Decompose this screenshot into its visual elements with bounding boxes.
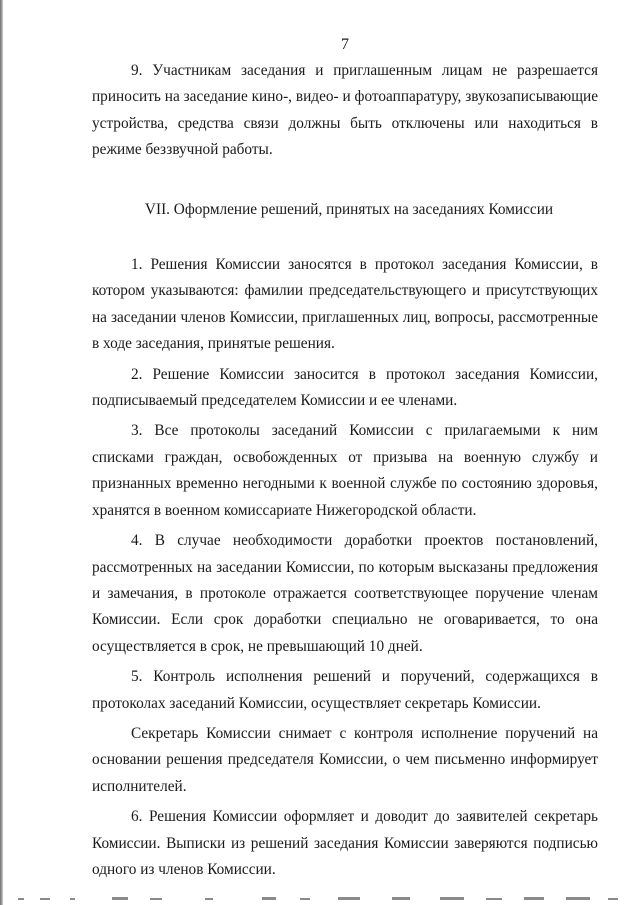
scan-edge-shadow: [0, 0, 3, 905]
paragraph-6: 6. Решения Комиссии оформляет и доводит до заявителей секретарь Комиссии. Выписки из решений заседания Комиссии заверяются подписью одного из членов Комиссии.: [92, 808, 598, 878]
document-body: [92, 58, 598, 883]
paragraph-secretary: Секретарь Комиссии снимает с контроля исполнение поручений на основании решения председателя Комиссии, о чем письменно информирует исполнителей.: [92, 724, 598, 795]
section-title: VII. Оформление решений, принятых на заседаниях Комиссии: [144, 200, 554, 218]
paragraph-3: 3. Все протоколы заседаний Комиссии с прилагаемыми к ним списками граждан, освобожденных от призыва на военную службу и признанных временно негодными к военной службе по состоянию здоровья, хранятся в военном комиссариате Нижегородской области.: [92, 422, 598, 519]
paragraph-9: 9. Участникам заседания и приглашенным лицам не разрешается приносить на заседание кино-, видео- и фотоаппаратуру, звукозаписывающие устройства, средства связи должны быть отключены или находиться в режиме беззвучной работы.: [92, 62, 598, 159]
page-number: 7: [341, 36, 349, 53]
paragraph-2: 2. Решение Комиссии заносится в протокол заседания Комиссии, подписываемый председателем Комиссии и ее членами.: [92, 365, 598, 410]
paragraph-5: 5. Контроль исполнения решений и поручений, содержащихся в протоколах заседаний Комиссии, осуществляет секретарь Комиссии.: [92, 668, 598, 712]
paragraph-4: 4. В случае необходимости доработки проектов постановлений, рассмотренных на заседании Комиссии, по которым высказаны предложения и замечания, в протоколе отражается соответствующее поручение членам Комиссии. Если срок доработки специально не оговаривается, то она осуществляется в срок, не превышающий 10 дней.: [92, 532, 598, 655]
scan-bottom-artifacts: [0, 893, 640, 905]
paragraph-1: 1. Решения Комиссии заносятся в протокол заседания Комиссии, в котором указываются: фамилии председательствующего и присутствующих на заседании членов Комиссии, приглашенных лиц, вопросы, рассмотренные в ходе заседания, принятые решения.: [92, 256, 598, 353]
